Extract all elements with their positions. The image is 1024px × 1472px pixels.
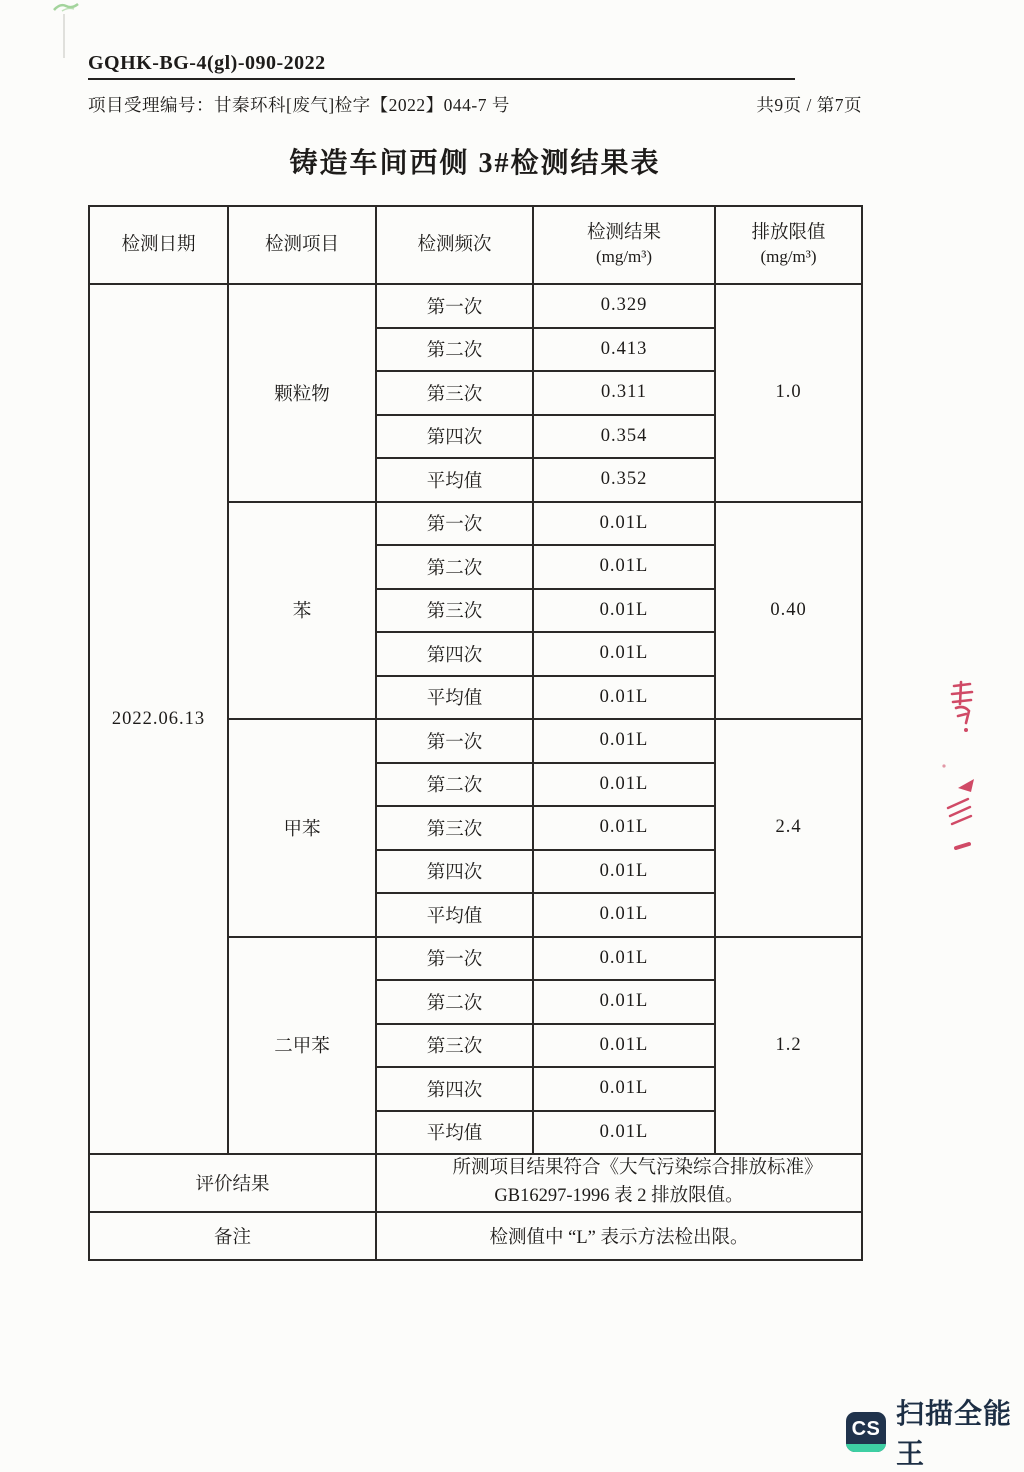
col-header-frequency <box>376 206 533 284</box>
frequency-cell: 第三次 <box>376 1024 533 1068</box>
green-scan-mark-icon <box>52 0 80 18</box>
pollutant-cell: 二甲苯 <box>228 937 376 1155</box>
result-cell: 0.352 <box>533 458 715 502</box>
result-cell: 0.01L <box>533 545 715 589</box>
frequency-cell: 第三次 <box>376 806 533 850</box>
col-header-label: 检测频次 <box>417 234 492 255</box>
date-cell: 2022.06.13 <box>89 284 228 1154</box>
frequency-cell: 第一次 <box>376 284 533 328</box>
result-cell: 0.311 <box>533 371 715 415</box>
table-row <box>89 284 862 328</box>
col-header-result <box>533 206 715 284</box>
result-cell: 0.01L <box>533 632 715 676</box>
document-meta-row <box>88 92 862 117</box>
frequency-cell: 第四次 <box>376 632 533 676</box>
limit-cell: 1.0 <box>715 284 862 502</box>
frequency-cell: 平均值 <box>376 676 533 720</box>
document-header <box>88 52 862 117</box>
col-header-limit <box>715 206 862 284</box>
col-header-label: 检测日期 <box>121 234 196 255</box>
frequency-cell: 第四次 <box>376 850 533 894</box>
result-cell: 0.01L <box>533 763 715 807</box>
page-title: 铸造车间西侧 3#检测结果表 <box>289 148 661 179</box>
result-cell: 0.413 <box>533 328 715 372</box>
frequency-cell: 第二次 <box>376 328 533 372</box>
frequency-cell: 第四次 <box>376 415 533 459</box>
remark-row <box>89 1212 862 1260</box>
frequency-cell: 平均值 <box>376 1111 533 1155</box>
pollutant-cell: 颗粒物 <box>228 284 376 502</box>
report-code-row <box>88 52 795 80</box>
evaluation-content: 所测项目结果符合《大气污染综合排放标准》GB16297-1996 表 2 排放限值。 <box>376 1154 862 1212</box>
result-cell: 0.354 <box>533 415 715 459</box>
pollutant-cell: 甲苯 <box>228 719 376 937</box>
camscanner-icon-strip <box>846 1444 886 1452</box>
limit-cell: 1.2 <box>715 937 862 1155</box>
frequency-cell: 第一次 <box>376 719 533 763</box>
result-cell: 0.01L <box>533 937 715 981</box>
frequency-cell: 第二次 <box>376 980 533 1024</box>
frequency-cell: 第一次 <box>376 502 533 546</box>
col-header-unit: (mg/m³) <box>595 247 653 267</box>
col-header-item <box>228 206 376 284</box>
results-table-body <box>89 284 862 1154</box>
page-indicator: 共9页 / 第7页 <box>756 95 862 115</box>
remark-content: 检测值中 “L” 表示方法检出限。 <box>376 1212 862 1260</box>
result-cell: 0.01L <box>533 850 715 894</box>
result-cell: 0.01L <box>533 980 715 1024</box>
frequency-cell: 第四次 <box>376 1067 533 1111</box>
frequency-cell: 第二次 <box>376 763 533 807</box>
col-header-label: 检测项目 <box>264 234 339 255</box>
camscanner-app-name: 扫描全能王 <box>896 1398 1013 1469</box>
scan-artifact-line <box>63 14 65 58</box>
pollutant-cell: 苯 <box>228 502 376 720</box>
result-cell: 0.01L <box>533 502 715 546</box>
red-stamp-fragment <box>936 678 992 878</box>
remark-label: 备注 <box>89 1212 376 1260</box>
table-header-row <box>89 206 862 284</box>
result-cell: 0.01L <box>533 806 715 850</box>
result-cell: 0.01L <box>533 1024 715 1068</box>
result-cell: 0.01L <box>533 1111 715 1155</box>
frequency-cell: 第三次 <box>376 589 533 633</box>
frequency-cell: 平均值 <box>376 458 533 502</box>
result-cell: 0.01L <box>533 1067 715 1111</box>
col-header-label: 排放限值 <box>751 223 826 244</box>
col-header-label: 检测结果 <box>586 223 661 244</box>
result-cell: 0.01L <box>533 893 715 937</box>
camscanner-icon-letters: CS <box>851 1417 881 1440</box>
limit-cell: 2.4 <box>715 719 862 937</box>
camscanner-icon <box>846 1412 886 1452</box>
frequency-cell: 第三次 <box>376 371 533 415</box>
frequency-cell: 平均值 <box>376 893 533 937</box>
acceptance-number: 项目受理编号：甘秦环科[废气]检字【2022】044-7 号 <box>88 95 510 115</box>
result-cell: 0.01L <box>533 719 715 763</box>
col-header-unit: (mg/m³) <box>760 247 817 267</box>
report-code: GQHK-BG-4(gl)-090-2022 <box>88 52 326 74</box>
frequency-cell: 第二次 <box>376 545 533 589</box>
frequency-cell: 第一次 <box>376 937 533 981</box>
results-table <box>88 205 863 1261</box>
limit-cell: 0.40 <box>715 502 862 720</box>
result-cell: 0.329 <box>533 284 715 328</box>
camscanner-watermark <box>846 1392 1024 1472</box>
result-cell: 0.01L <box>533 589 715 633</box>
col-header-date <box>89 206 228 284</box>
evaluation-label: 评价结果 <box>89 1154 376 1212</box>
evaluation-row <box>89 1154 862 1212</box>
result-cell: 0.01L <box>533 676 715 720</box>
